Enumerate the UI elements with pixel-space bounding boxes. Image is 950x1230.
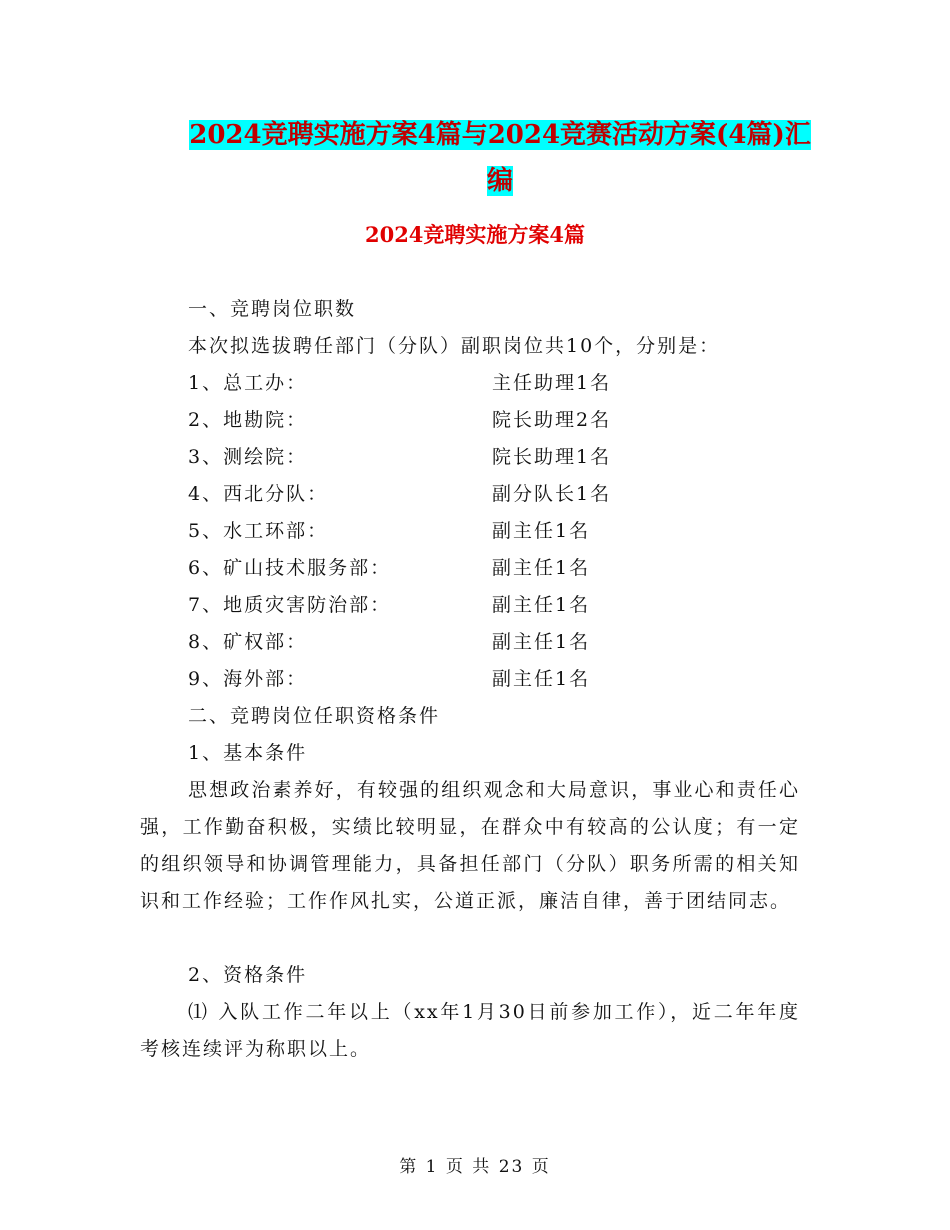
position-role: 主任助理1名 <box>492 372 612 394</box>
position-dept: 3、测绘院： <box>188 446 308 468</box>
position-dept: 2、地勘院： <box>188 409 308 431</box>
position-dept: 1、总工办： <box>188 372 308 394</box>
position-role: 副主任1名 <box>492 557 591 579</box>
position-role: 副主任1名 <box>492 668 591 690</box>
position-dept: 6、矿山技术服务部： <box>188 557 392 579</box>
position-role: 副主任1名 <box>492 594 591 616</box>
position-role: 院长助理1名 <box>492 446 612 468</box>
position-dept: 8、矿权部： <box>188 631 308 653</box>
position-role: 副分队长1名 <box>492 483 612 505</box>
subheading-qualification: 2、资格条件 <box>188 964 308 986</box>
document-title-line2: 编 <box>486 166 513 196</box>
position-role: 副主任1名 <box>492 631 591 653</box>
document-title-line1: 2024竞聘实施方案4篇与2024竞赛活动方案(4篇)汇 <box>189 120 811 150</box>
position-dept: 9、海外部： <box>188 668 308 690</box>
position-dept: 5、水工环部： <box>188 520 329 542</box>
paragraph-basic-conditions: 思想政治素养好，有较强的组织观念和大局意识，事业心和责任心强，工作勤奋积极，实绩比较明显，在群众中有较高的公认度；有一定的组织领导和协调管理能力，具备担任部门（分队）职务所需的相关知识和工作经验；工作作风扎实，公道正派，廉洁自律，善于团结同志。 <box>140 779 800 912</box>
position-role: 副主任1名 <box>492 520 591 542</box>
position-dept: 7、地质灾害防治部： <box>188 594 392 616</box>
document-title <box>140 112 860 204</box>
page-footer: 第 1 页 共 23 页 <box>399 1157 551 1177</box>
section-title: 2024竞聘实施方案4篇 <box>364 222 586 247</box>
subheading-basic: 1、基本条件 <box>188 742 308 764</box>
heading-qualifications: 二、竞聘岗位任职资格条件 <box>188 705 441 727</box>
heading-positions: 一、竞聘岗位职数 <box>188 298 357 320</box>
position-role: 院长助理2名 <box>492 409 612 431</box>
position-dept: 4、西北分队： <box>188 483 329 505</box>
paragraph-qualification: ⑴ 入队工作二年以上（xx年1月30日前参加工作），近二年年度考核连续评为称职以上。 <box>140 1001 800 1060</box>
intro-text: 本次拟选拔聘任部门（分队）副职岗位共10个，分别是： <box>188 335 721 357</box>
